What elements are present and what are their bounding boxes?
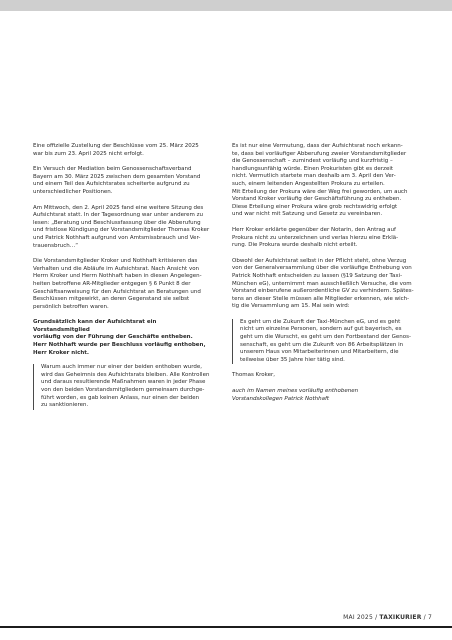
paragraph: Herr Kroker erklärte gegenüber der Notarin, den Antrag auf Prokura nicht zu unterzeichnen und verlas hierzu eine Erklä- rung. Die Prokura wurde deshalb nicht erteilt.	[232, 226, 399, 249]
paragraph: Eine offizielle Zustellung der Beschlüsse vom 25. März 2025 war bis zum 23. April 2025 nicht erfolgt.	[33, 143, 199, 157]
paragraph: Ein Versuch der Mediation beim Genossenschaftsverband Bayern am 30. März 2025 zwischen dem gesamten Vorstand und einem Teil des Aufsichtsrates scheiterte aufgrund zu unterschiedlicher Positionen.	[33, 166, 201, 195]
quote-text: Es geht um die Zukunft der Taxi-München eG, und es geht nicht um einzelne Personen, sondern auf gut bayerisch, es geht um die Wurscht, es geht um den Fortbestand der Genos- senschaft, es geht um die Zukunft von 86 Arbeitsplätzen in unserem Haus von Mitarbeiterinnen und Mitarbeitern, die teilweise über 35 Jahre hier tätig sind.	[240, 318, 411, 363]
quote-text: Warum auch immer nur einer der beiden enthoben wurde, wird das Geheimnis des Aufsichtsrats bleiben. Alle Kontrollen und daraus resultierende Maßnahmen waren in jeder Phase von den beiden Vorstandsmitgliedern gemeinsam durchge- führt worden, es gab keinen Anlass, nur einen der beiden zu sanktionieren.	[41, 364, 210, 409]
paragraph: Es ist nur eine Vermutung, dass der Aufsichtsrat noch erkann- te, dass bei vorläufiger Abberufung zweier Vorstandsmitglieder die Genossenschaft – zumindest vorläufig und kurzfristig – handlungsunfähig würde. Einen Prokuristen gibt es derzeit nicht. Vermutlich startete man deshalb am 3. April den Ver- such, einem leitenden Angestellten Prokura zu erteilen. Mit Erteilung der Prokura wäre der Weg frei geworden, um auch Vorstand Kroker vorläufig der Geschäftsführung zu entheben. Diese Erteilung einer Prokura wäre grob rechtswidrig erfolgt und war nicht mit Satzung und Gesetz zu vereinbaren.	[232, 143, 408, 218]
signature-note: auch im Namen meines vorläufig enthobenen Vorstandskollegen Patrick Nothhaft	[232, 388, 359, 402]
left-column	[33, 143, 215, 418]
footer-issue: MAI 2025 /	[343, 614, 380, 621]
right-column	[232, 143, 414, 411]
top-bar	[0, 0, 452, 11]
page-footer	[343, 614, 432, 621]
footer-page-number: / 7	[421, 614, 432, 621]
bold-paragraph: Grundsätzlich kann der Aufsichtsrat ein Vorstandsmitglied vorläufig von der Führung der Geschäfte entheben. Herr Nothhaft wurde per Beschluss vorläufig enthoben, Herr Kroker nicht.	[33, 319, 206, 356]
footer-magazine: TAXIKURIER	[379, 614, 422, 621]
paragraph: Am Mittwoch, den 2. April 2025 fand eine weitere Sitzung des Aufsichtsrat statt. In der Tagesordnung war unter anderem zu lesen: „Beratung und Beschlussfassung über die Abberufung und fristlose Kündigung der Vorstandsmitglieder Thomas Kroker und Patrick Nothhaft aufgrund von Amtsmissbrauch und Ver- trauensbruch…“	[33, 204, 210, 249]
quote-block	[33, 364, 215, 410]
quote-block	[232, 319, 414, 365]
paragraph: Obwohl der Aufsichtsrat selbst in der Pflicht steht, ohne Verzug von der Generalversammlung über die vorläufige Enthebung von Patrick Nothhaft entscheiden zu lassen (§19 Satzung der Taxi- München eG), unternimmt man ausschließlich Versuche, die vom Vorstand einberufene außerordentliche GV zu verhindern. Spätes- tens an dieser Stelle müssen alle Mitglieder erkennen, wie wich- tig die Versammlung am 15. Mai sein wird:	[232, 257, 414, 310]
signature: Thomas Kroker,	[232, 372, 276, 379]
bottom-rule	[0, 626, 452, 628]
paragraph: Die Vorstandsmitglieder Kroker und Nothhaft kritisieren das Verhalten und die Abläufe im Aufsichtsrat. Nach Ansicht von Herrn Kroker und Herrn Nothhaft haben in diesen Angelegen- heiten betroffene AR-Mitglieder entgegen § 6 Punkt 8 der Geschäftsanweisung für den Aufsichtsrat an Beratungen und Beschlüssen mitgewirkt, an deren Gegenstand sie selbst persönlich betroffen waren.	[33, 258, 202, 310]
